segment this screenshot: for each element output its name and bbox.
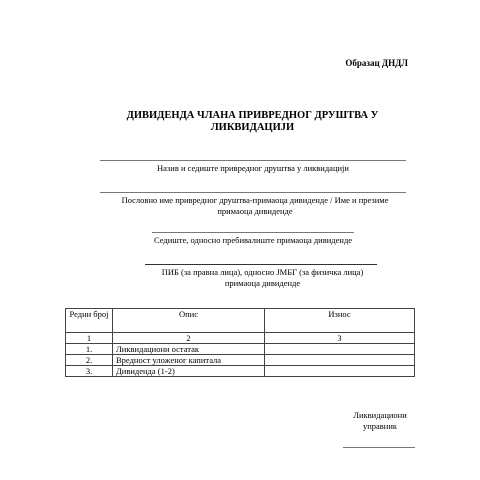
row-description: Ликвидациони остатак <box>113 344 265 355</box>
header-description: Опис <box>113 309 265 333</box>
table-row <box>66 366 415 377</box>
table-row <box>66 355 415 366</box>
row-amount-cell[interactable] <box>265 366 415 377</box>
page-title: ДИВИДЕНДА ЧЛАНА ПРИВРЕДНОГ ДРУШТВА У ЛИКВИДАЦИЈИ <box>126 110 379 133</box>
field-recipient-name-caption: Пословно име привредног друштва-примаоца дивиденде / Име и презиме примаоца дивиденде <box>121 195 389 216</box>
row-amount-cell[interactable] <box>265 355 415 366</box>
numbering-cell: 2 <box>113 333 265 344</box>
table-header-row <box>66 309 415 333</box>
row-description: Дивиденда (1-2) <box>113 366 265 377</box>
signature-label: Ликвидациони управник <box>353 410 407 431</box>
numbering-cell: 1 <box>66 333 113 344</box>
signature-line <box>343 447 415 448</box>
field-tax-id-caption: ПИБ (за правна лица), односно ЈМБГ (за физичка лица) примаоца дивиденде <box>161 267 364 288</box>
numbering-cell: 3 <box>265 333 415 344</box>
row-amount-cell[interactable] <box>265 344 415 355</box>
dividend-table <box>65 308 415 377</box>
header-amount: Износ <box>265 309 415 333</box>
field-company-line <box>100 160 406 161</box>
form-code: Образац ДНДЛ <box>345 58 408 68</box>
field-tax-id-line <box>145 264 377 265</box>
row-description: Вредност уложеног капитала <box>113 355 265 366</box>
table-row <box>66 344 415 355</box>
row-number: 1. <box>66 344 113 355</box>
field-recipient-name-line <box>100 192 406 193</box>
row-number: 3. <box>66 366 113 377</box>
row-number: 2. <box>66 355 113 366</box>
field-residence-caption: Седиште, односно пребивалиште примаоца дивиденде <box>153 235 353 245</box>
field-company-caption: Назив и седиште привредног друштва у ликвидацији <box>157 163 349 173</box>
table-numbering-row <box>66 333 415 344</box>
field-residence-line <box>152 232 354 233</box>
header-number: Редни број <box>66 309 113 333</box>
